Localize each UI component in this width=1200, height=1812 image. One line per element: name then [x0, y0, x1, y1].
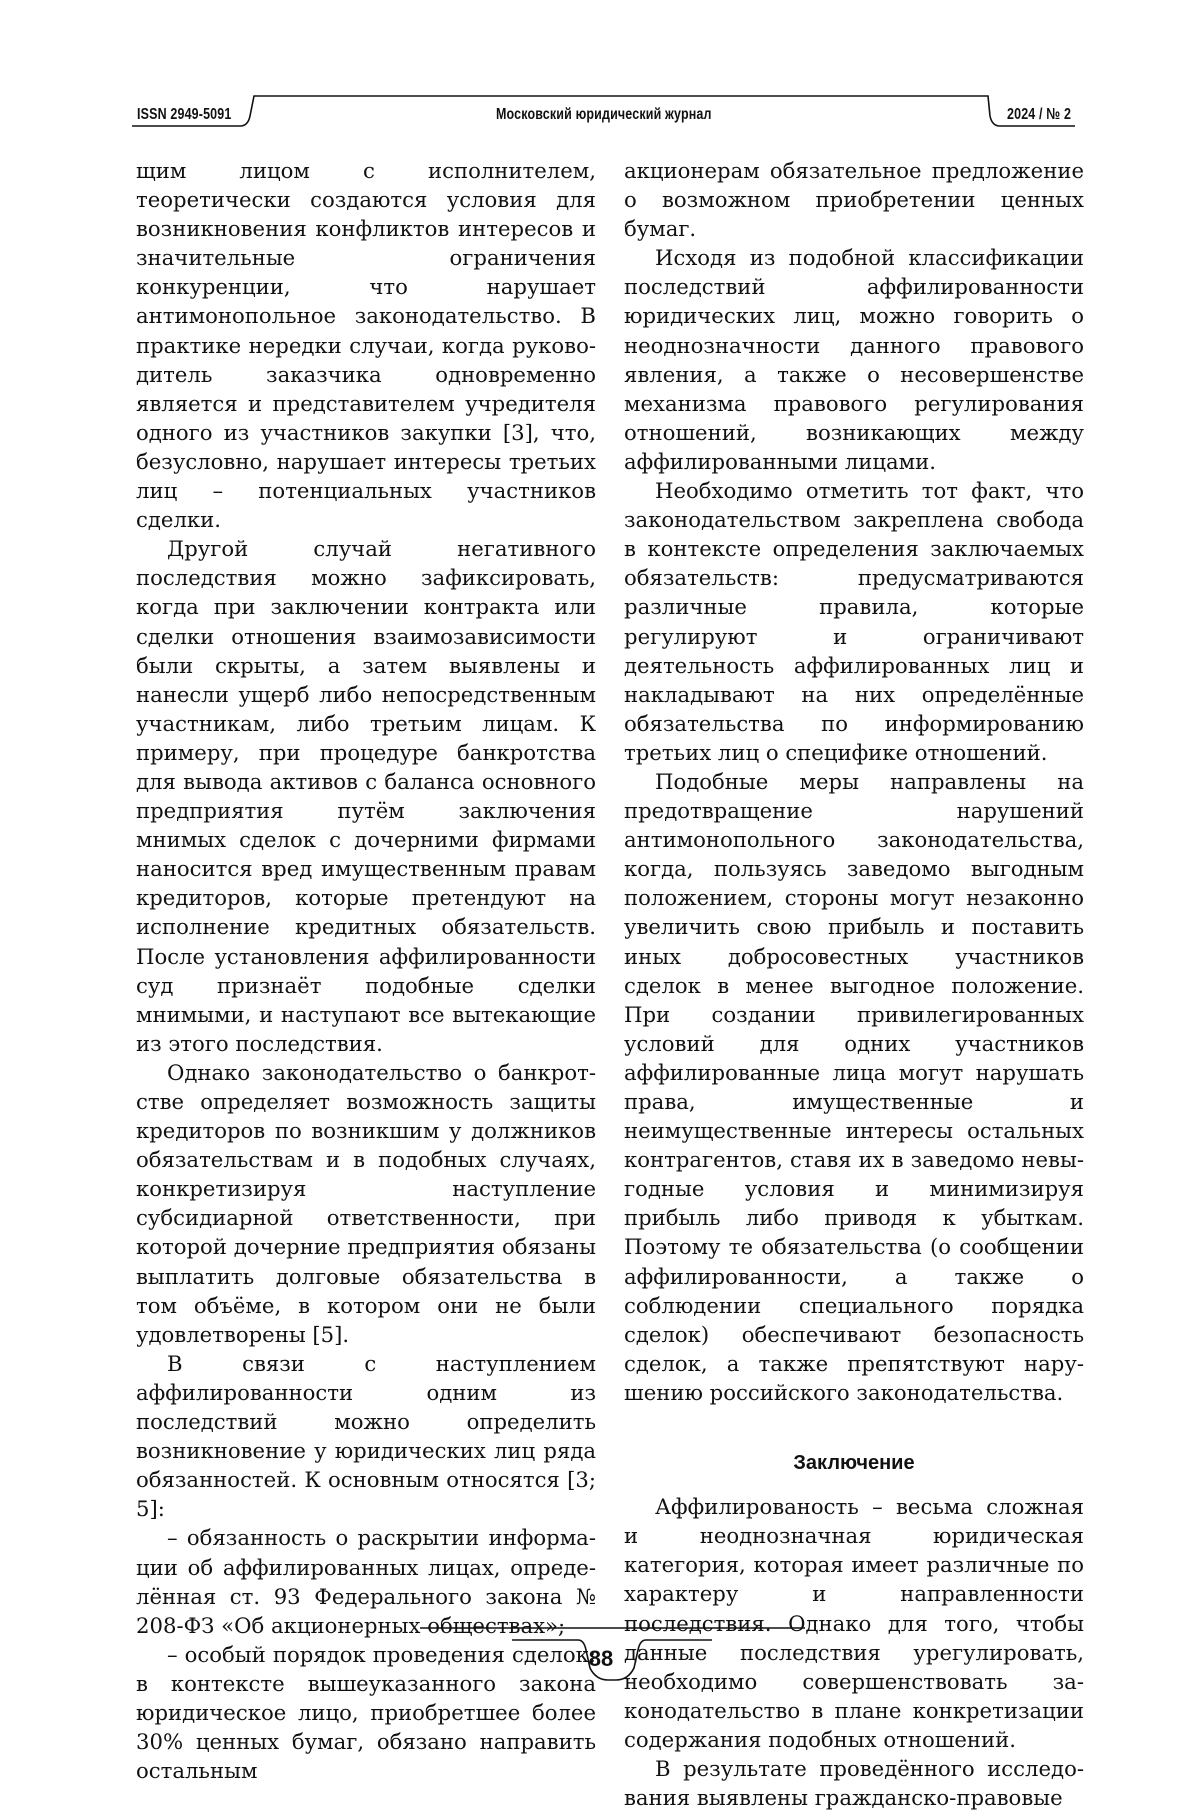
page-header	[0, 0, 1200, 140]
issn-label: ISSN 2949-5091	[137, 106, 232, 123]
paragraph: Аффилированость – весьма сложная и неоднозначная юридическая категория, которая имеет различные по характеру и направленности последствия. Однако для того, чтобы данные последствия урегулировать, необходимо совершенствовать законодательство в плане конкретизации содержания подобных отношений.	[624, 1494, 1084, 1752]
paragraph: Другой случай негативного последствия можно зафиксировать, когда при заключении контракта или сделки отношения взаимозависимости были скрыты, а затем выявлены и нанесли ущерб либо непосредственным участникам, либо третьим лицам. К примеру, при процедуре банкротства для вывода активов с баланса основного предприятия путём заключения мнимых сделок с дочерними фирмами наносится вред имущественным правам кредиторов, которые претендуют на исполнение кредитных обязательств. После установления аффилированности суд признаёт подобные сделки мнимыми, и наступают все вытекающие из этого последствия.	[136, 536, 596, 1056]
page-footer	[0, 1620, 1200, 1720]
paragraph: Однако законодательство о банкротстве определяет возможность защиты кредиторов по возникшим у должников обязательствам и в подобных случаях, конкретизируя наступление субсидиарной ответственности, при которой дочерние предприятия обязаны выплатить долговые обязательства в том объёме, в котором они не были удовлетворены [5].	[136, 1059, 596, 1347]
paragraph: Исходя из подобной классификации последствий аффилированности юридических лиц, можно говорить о неоднозначности данного правового явления, а также о несовершенстве механизма правового регулирования отношений, возникающих между аффилированными лицами.	[624, 245, 1084, 474]
paragraph: Необходимо отметить тот факт, что законодательством закреплена свобода в контексте определения заключаемых обязательств: предусматриваются различные правила, которые регулируют и ограничивают деятельность аффилированных лиц и накладывают на них определённые обязательства по информированию третьих лиц о специфике отношений.	[624, 478, 1084, 765]
left-column	[136, 156, 596, 1785]
paragraph: акционерам обязательное предложение о возможном приобретении ценных бумаг.	[624, 158, 1084, 242]
paragraph: В результате проведённого исследования выявлены гражданско-правовые	[624, 1755, 1084, 1811]
list-item: – обязанность о раскрытии информации об аффилированных лицах, определённая ст. 93 Федерального закона № 208-ФЗ «Об акционерных обществах»;	[136, 1525, 596, 1638]
right-column	[624, 156, 1084, 1812]
paragraph: В связи с наступлением аффилированности одним из последствий можно определить возникновение у юридических лиц ряда обязанностей. К основным относятся [3; 5]:	[136, 1350, 596, 1522]
section-heading: Заключение	[793, 1452, 915, 1475]
journal-title: Московский юридический журнал	[496, 106, 712, 123]
page-number: 88	[588, 1646, 614, 1671]
paragraph: щим лицом с исполнителем, теоретически создаются условия для возникновения конфликтов интересов и значительные ограничения конкуренции, что нарушает антимонопольное законодательство. В практике нередки случаи, когда руководитель заказчика одновременно является и представителем учредителя одного из участников закупки [3], что, безусловно, нарушает интересы третьих лиц – потенциальных участников сделки.	[136, 158, 596, 533]
issue-label: 2024 / № 2	[1007, 106, 1072, 123]
paragraph: Подобные меры направлены на предотвращение нарушений антимонопольного законодательства, когда, пользуясь заведомо выгодным положением, стороны могут незаконно увеличить свою прибыль и поставить иных добросовестных участников сделок в менее выгодное положение. При создании привилегированных условий для одних участников аффилированные лица могут нарушать права, имущественные и неимущественные интересы остальных контрагентов, ставя их в заведомо невыгодные условия и минимизируя прибыль либо приводя к убыткам. Поэтому те обязательства (о сообщении аффилированности, а также о соблюдении специального порядка сделок) обеспечивают безопасность сделок, а также препятствуют нарушению российского законодательства.	[624, 768, 1084, 1405]
list-item: – особый порядок проведения сделок: в контексте вышеуказанного закона юридическое лицо, приобретшее более 30% ценных бумаг, обязано направить остальным	[136, 1641, 596, 1784]
